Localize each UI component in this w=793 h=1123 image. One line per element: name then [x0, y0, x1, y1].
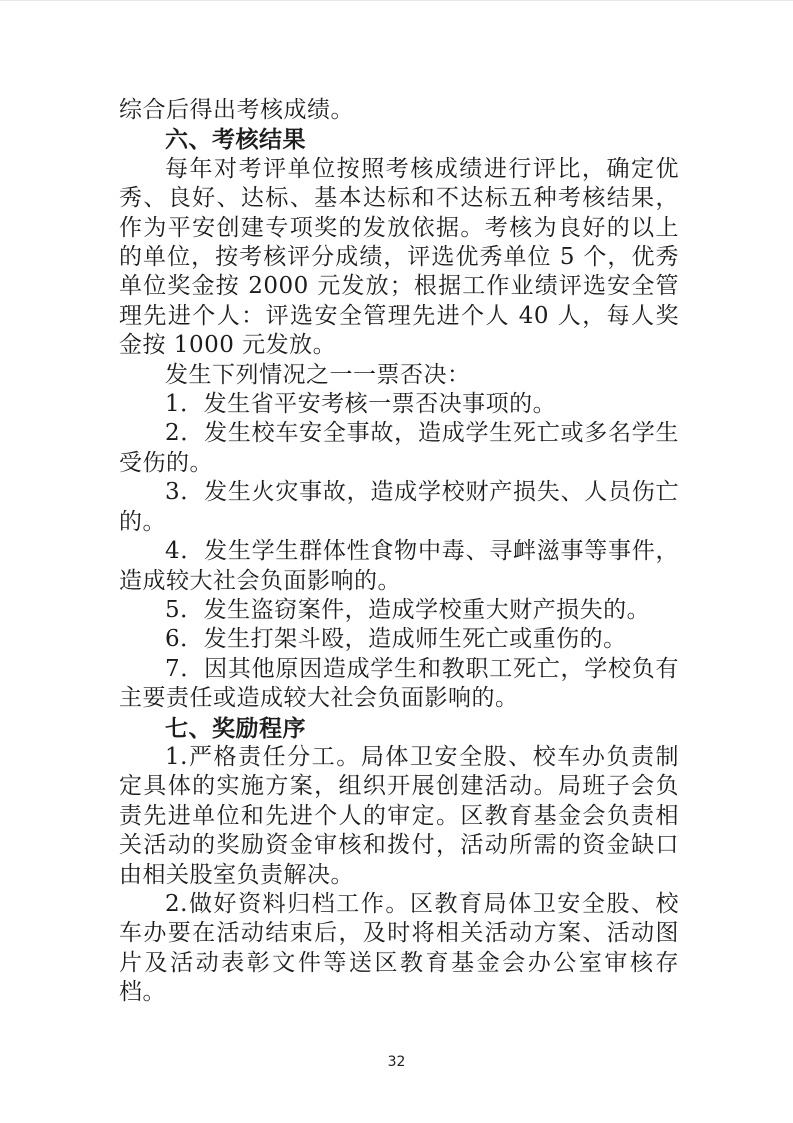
list-item-veto-1: 1．发生省平安考核一票否决事项的。 — [165, 391, 557, 418]
list-item-veto-3: 3．发生火灾事故，造成学校财产损失、人员伤亡的。 — [119, 479, 679, 535]
paragraph-reward-2: 2.做好资料归档工作。区教育局体卫安全股、校车办要在活动结束后，及时将相关活动方案、活动图片及活动表彰文件等送区教育基金会办公室审核存档。 — [119, 890, 679, 1006]
page-number: 32 — [387, 1054, 406, 1070]
list-item-veto-7: 7．因其他原因造成学生和教职工死亡，学校负有主要责任或造成较大社会负面影响的。 — [119, 655, 679, 712]
document-body — [119, 96, 679, 1008]
paragraph-continued: 综合后得出考核成绩。 — [119, 97, 354, 123]
list-item-veto-2: 2．发生校车安全事故，造成学生死亡或多名学生受伤的。 — [119, 420, 679, 476]
paragraph: 发生下列情况之一一票否决： — [165, 361, 471, 388]
list-item-veto-5: 5．发生盗窃案件，造成学校重大财产损失的。 — [165, 596, 651, 623]
section-heading-assessment-results: 六、考核结果 — [165, 126, 306, 154]
list-item-veto-6: 6．发生打架斗殴，造成师生死亡或重伤的。 — [165, 626, 627, 653]
list-item-veto-4: 4．发生学生群体性食物中毒、寻衅滋事等事件，造成较大社会负面影响的。 — [119, 538, 679, 594]
paragraph: 每年对考评单位按照考核成绩进行评比，确定优秀、良好、达标、基本达标和不达标五种考核结果，作为平安创建专项奖的发放依据。考核为良好的以上的单位，按考核评分成绩，评选优秀单位 5 个，优秀单位奖金按 2000 元发放；根据工作业绩评选安全管理先进个人：评选安全管理先进个人 40 人，每人奖金按 1000 元发放。 — [119, 155, 679, 359]
section-heading-reward-procedure: 七、奖励程序 — [165, 714, 306, 742]
paragraph-reward-1: 1.严格责任分工。局体卫安全股、校车办负责制定具体的实施方案，组织开展创建活动。局班子会负责先进单位和先进个人的审定。区教育基金会负责相关活动的奖励资金审核和拨付，活动所需的资金缺口由相关股室负责解决。 — [119, 743, 679, 888]
